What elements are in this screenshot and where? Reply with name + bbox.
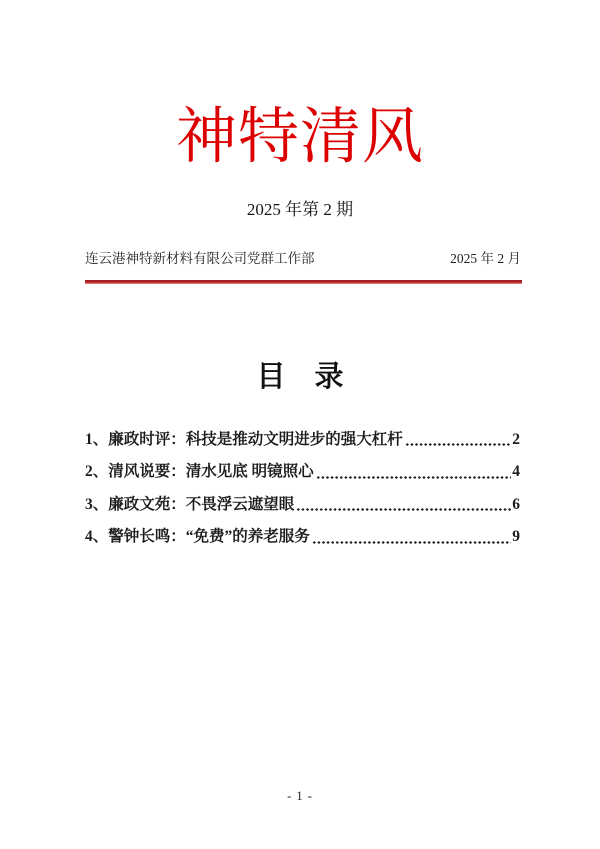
toc-leader-dots — [296, 508, 511, 511]
toc-item-label: 1、廉政时评：科技是推动文明进步的强大杠杆 — [85, 430, 403, 448]
toc-list — [85, 427, 520, 557]
toc-item-label: 4、警钟长鸣：“免费”的养老服务 — [85, 528, 310, 546]
newsletter-title: 神特清风 — [175, 104, 424, 171]
issue-number: 2025 年第 2 期 — [246, 200, 354, 220]
page-number: - 1 - — [287, 789, 313, 803]
toc-item — [85, 524, 520, 557]
toc-item — [85, 427, 520, 460]
red-divider-rule — [85, 280, 522, 284]
toc-leader-dots — [312, 541, 511, 544]
toc-item-page: 4 — [512, 463, 520, 481]
toc-item-label: 2、清风说要：清水见底 明镜照心 — [85, 463, 314, 481]
toc-item-page: 9 — [512, 528, 520, 546]
publisher-row — [85, 247, 521, 267]
toc-item-page: 2 — [512, 430, 520, 448]
toc-item-label: 3、廉政文苑：不畏浮云遮望眼 — [85, 495, 295, 513]
toc-leader-dots — [316, 476, 512, 479]
toc-heading: 目 录 — [256, 360, 344, 393]
publication-date: 2025 年 2 月 — [450, 251, 521, 267]
toc-item-page: 6 — [512, 495, 520, 513]
toc-item — [85, 492, 520, 525]
publisher-name: 连云港神特新材料有限公司党群工作部 — [85, 251, 315, 267]
toc-item — [85, 459, 520, 492]
toc-leader-dots — [405, 443, 511, 446]
